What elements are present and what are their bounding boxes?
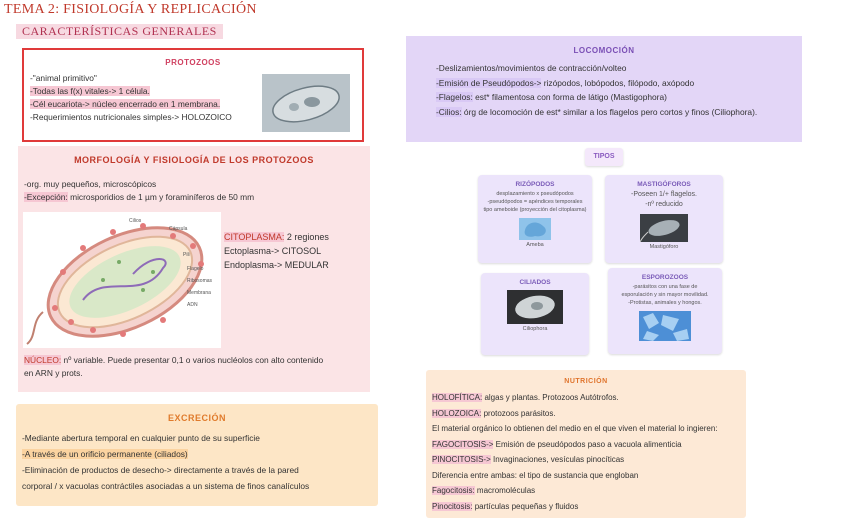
nutricion-row: Fagocitosis: macromoléculas [432, 486, 536, 495]
tipos-label: TIPOS [585, 148, 623, 166]
ectoplasma-line: Ectoplasma-> CITOSOL [224, 246, 322, 256]
section-subtitle: CARACTERÍSTICAS GENERALES [16, 24, 223, 39]
ameba-image [519, 218, 551, 240]
locomocion-line: -Flagelos: est* filamentosa con forma de látigo (Mastigophora) [436, 92, 667, 102]
ciliophora-caption: Ciliophora [522, 326, 548, 332]
locomocion-line: -Deslizamientos/movimientos de contracción/volteo [436, 63, 627, 73]
diagram-label: Ribosomas [187, 278, 213, 284]
mastigoforos-title: MASTIGÓFOROS [637, 181, 691, 188]
page-title: TEMA 2: FISIOLOGÍA Y REPLICACIÓN [4, 2, 257, 17]
locomocion-title: LOCOMOCIÓN [573, 46, 635, 55]
morfologia-line: -org. muy pequeños, microscópicos [24, 179, 157, 189]
nutricion-box [426, 370, 746, 518]
nucleo-line: NÚCLEO: nº variable. Puede presentar 0,1 o varios nucléolos con alto contenido [24, 355, 324, 365]
protozoos-line: -Requerimientos nutricionales simples-> HOLOZOICO [30, 112, 232, 122]
protozoo-diagram [23, 212, 221, 348]
esporozoos-line: -parásitos con una fase de [632, 284, 698, 290]
mastigoforos-card [605, 175, 723, 263]
ciliados-card [481, 273, 589, 355]
nutricion-row: Diferencia entre ambas: el tipo de sustancia que engloban [432, 470, 639, 480]
ciliophora-image [507, 290, 563, 324]
nutricion-title: NUTRICIÓN [564, 378, 608, 385]
protozoos-box [22, 48, 364, 142]
excrecion-line: corporal / x vacuolas contráctiles asociadas a un sistema de finos canalículos [22, 481, 310, 491]
mastigoforos-line: -nº reducido [645, 201, 683, 208]
excrecion-line: -Eliminación de productos de desecho-> directamente a través de la pared [22, 465, 299, 475]
protozoos-title: PROTOZOOS [165, 58, 221, 67]
diagram-label: Cápsula [169, 226, 188, 232]
rizopodos-line: desplazamiento x pseudópodos [496, 191, 574, 197]
rizopodos-title: RIZÓPODOS [515, 181, 555, 188]
nutricion-row: PINOCITOSIS-> Invaginaciones, vesículas pinocíticas [432, 455, 625, 464]
nucleo-line: en ARN y prots. [24, 368, 83, 378]
morfologia-line: -Excepción: microsporidios de 1 µm y foraminíferos de 50 mm [24, 192, 255, 202]
diagram-label: Cilios [129, 218, 142, 224]
nutricion-row: HOLOFÍTICA: algas y plantas. Protozoos Autótrofos. [432, 393, 619, 402]
mastigoforo-image [640, 214, 688, 242]
excrecion-title: EXCRECIÓN [167, 413, 226, 423]
nutricion-row: Pinocitosis: partículas pequeñas y fluidos [432, 501, 579, 511]
esporozoos-card [608, 268, 722, 354]
diagram-label: Pili [183, 252, 190, 258]
protozoos-line: -Cél eucariota-> núcleo encerrado en 1 membrana. [30, 99, 221, 109]
rizopodos-card [478, 175, 592, 263]
citoplasma-line: CITOPLASMA: 2 regiones [224, 232, 329, 242]
excrecion-box [16, 404, 378, 506]
protozoo-image [262, 74, 350, 132]
rizopodos-line: tipo ameboide (proyección del citoplasma) [483, 207, 587, 213]
excrecion-line: -Mediante abertura temporal en cualquier punto de su superficie [22, 433, 260, 443]
esporozoos-line: esporulación y sin mayor movilidad. [621, 292, 709, 298]
esporozoos-title: ESPOROZOOS [641, 274, 689, 281]
locomocion-line: -Cilios: órg de locomoción de est* similar a los flagelos pero cortos y finos (Ciliophora). [436, 106, 758, 117]
ameba-caption: Ameba [526, 242, 544, 248]
rizopodos-line: -pseudópodos = apéndices temporales [487, 199, 583, 205]
excrecion-line: -A través de un orificio permanente (ciliados) [22, 449, 188, 459]
protozoos-line: -Todas las f(x) vitales-> 1 célula. [30, 86, 150, 96]
endoplasma-line: Endoplasma-> MEDULAR [224, 260, 329, 270]
mastigoforo-caption: Mastigóforo [649, 244, 679, 250]
locomocion-box [406, 36, 802, 142]
diagram-label: Membrana [187, 290, 211, 296]
ciliados-title: CILIADOS [519, 279, 551, 286]
nutricion-row: FAGOCITOSIS-> Emisión de pseudópodos paso a vacuola alimenticia [432, 439, 682, 449]
nutricion-row: HOLOZOICA: protozoos parásitos. [432, 408, 556, 418]
morfologia-title: MORFOLOGÍA Y FISIOLOGÍA DE LOS PROTOZOOS [74, 155, 314, 165]
morfologia-box [18, 146, 370, 392]
locomocion-line: -Emisión de Pseudópodos-> rizópodos, lobópodos, filópodo, axópodo [436, 77, 695, 88]
esporozoo-image [639, 311, 691, 341]
diagram-label: ADN [187, 302, 198, 308]
nutricion-row: El material orgánico lo obtienen del medio en el que viven el material lo ingieren: [432, 424, 718, 433]
diagram-label: Flagelo [187, 266, 204, 272]
mastigoforos-line: -Poseen 1/+ flagelos. [631, 191, 697, 198]
esporozoos-line: -Protistas, animales y hongos. [628, 300, 702, 306]
protozoos-line: -"animal primitivo" [30, 73, 97, 83]
